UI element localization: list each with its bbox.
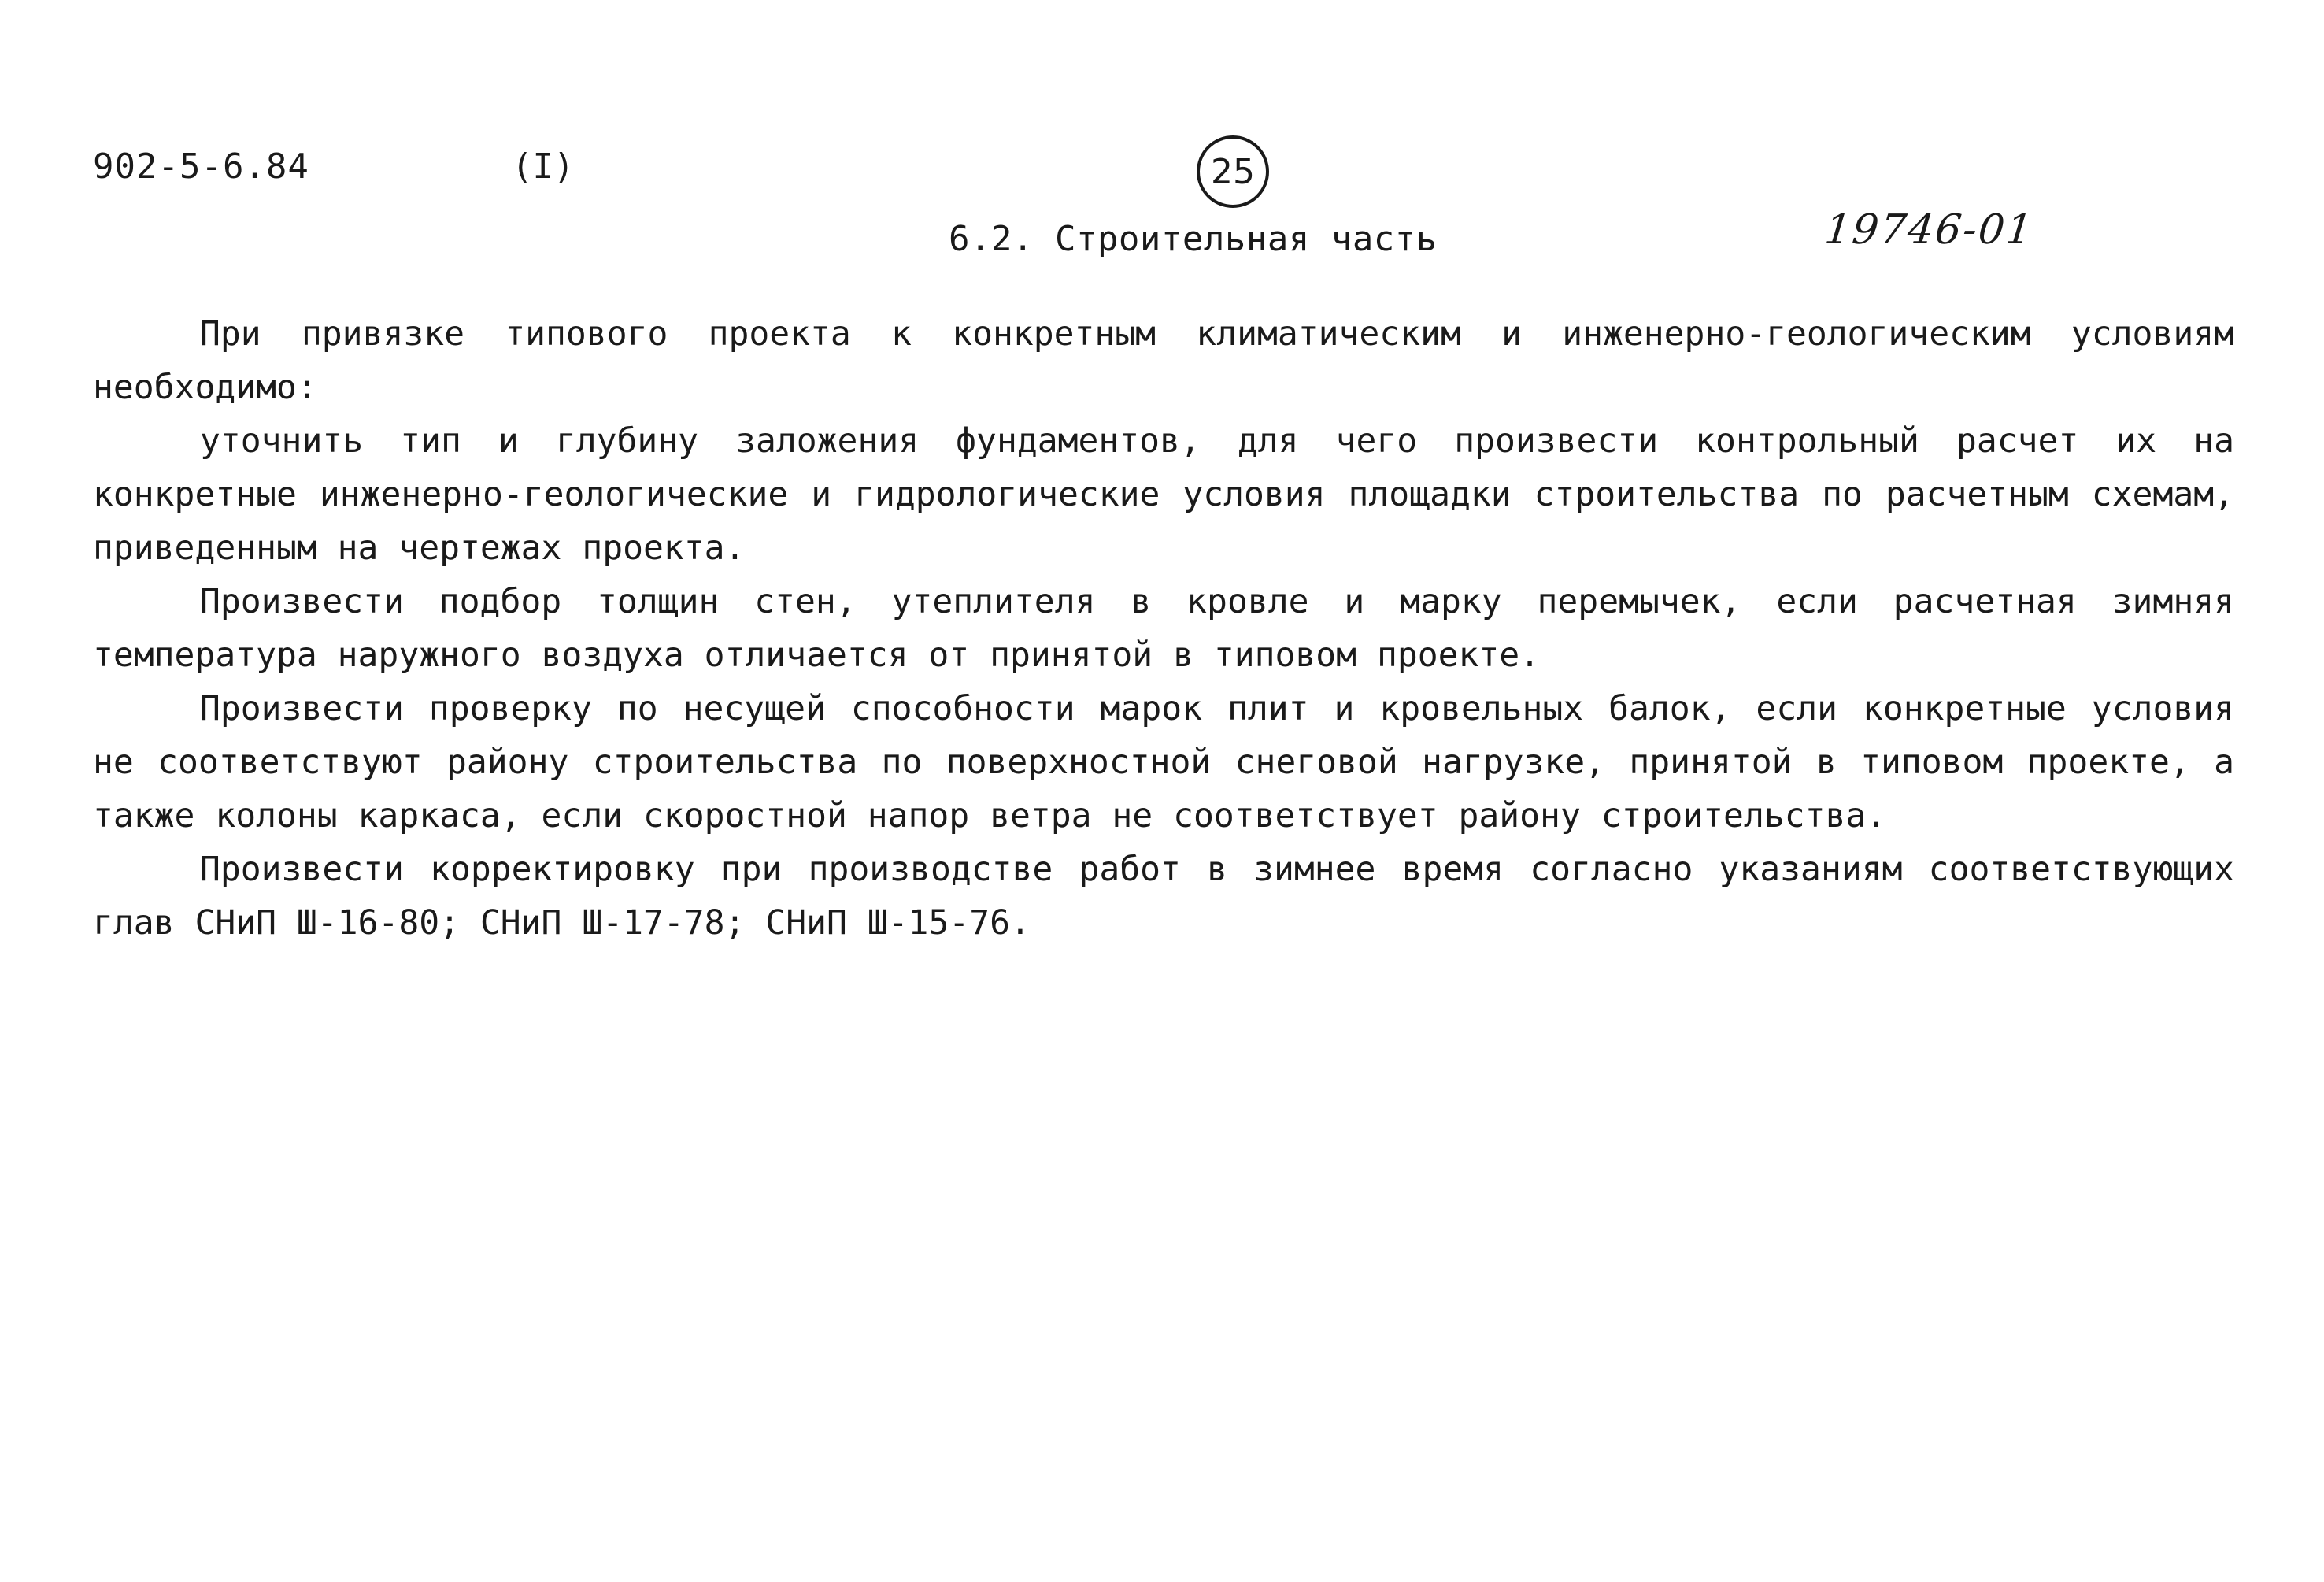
paragraph: уточнить тип и глубину заложения фундаментов, для чего произвести контрольный расчет их на конкретные инженерно-геологические и гидрологические условия площадки строительства по расчетным схемам, приведенным на чертежах проекта. [93, 421, 2234, 568]
paragraph: Произвести проверку по несущей способности марок плит и кровельных балок, если конкретные условия не соответствуют району строительства по поверхностной снеговой нагрузке, принятой в типовом проекте, а также колоны каркаса, если скоростной напор ветра не соответствует району строительства. [93, 689, 2234, 835]
paragraph: При привязке типового проекта к конкретным климатическим и инженерно-геологическим условиям необходимо: [93, 314, 2234, 407]
paragraph: Произвести корректировку при производстве работ в зимнее время согласно указаниям соответствующих глав СНиП Ш-16-80; СНиП Ш-17-78; СНиП Ш-15-76. [93, 850, 2234, 943]
paragraph: Произвести подбор толщин стен, утеплителя в кровле и марку перемычек, если расчетная зимняя температура наружного воздуха отличается от принятой в типовом проекте. [93, 582, 2234, 675]
section-title: 6.2. Строительная часть [949, 219, 1438, 259]
page-number: 25 [1211, 151, 1255, 192]
document-code: 902-5-6.84 [93, 146, 309, 187]
body-text [93, 307, 2234, 950]
sheet-mark: (I) [512, 146, 575, 187]
archive-number-handwritten: 19746-01 [1822, 206, 2037, 254]
page-number-circle [1197, 135, 1269, 208]
